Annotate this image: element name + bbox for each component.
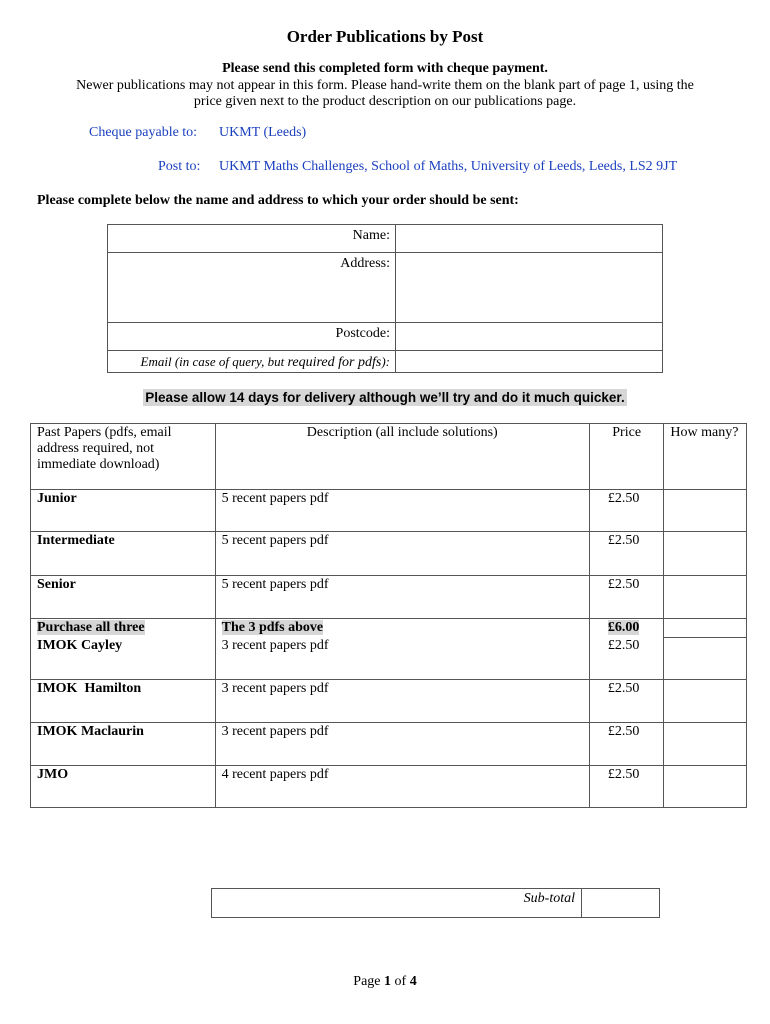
- row-item: JMO: [37, 766, 69, 782]
- payment-instruction: Please send this completed form with cheque payment.: [222, 61, 548, 76]
- page-title: Order Publications by Post: [286, 27, 484, 46]
- subtotal-table: [211, 888, 660, 918]
- row-price: £2.50: [589, 679, 663, 722]
- delivery-note: Please allow 14 days for delivery although we’ll try and do it much quicker.: [145, 390, 625, 405]
- address-form-table: [107, 224, 663, 373]
- subtotal-field[interactable]: [582, 889, 660, 918]
- row-quantity-field[interactable]: [664, 637, 747, 679]
- row-price: £2.50: [589, 765, 663, 807]
- cheque-payable-label: Cheque payable to:: [89, 125, 198, 140]
- page-of: of: [391, 974, 410, 989]
- address-field[interactable]: [396, 253, 663, 323]
- email-label: [108, 351, 396, 373]
- row-description: 3 recent papers pdf: [215, 679, 589, 722]
- row-price: £2.50: [589, 637, 663, 679]
- page-total: 4: [409, 974, 417, 989]
- row-quantity-field[interactable]: [664, 765, 747, 807]
- header-quantity: How many?: [664, 424, 747, 490]
- cheque-payable-value: UKMT (Leeds): [219, 125, 307, 140]
- row-price: £2.50: [589, 490, 663, 532]
- page-current: 1: [384, 974, 392, 989]
- name-field[interactable]: [396, 225, 663, 253]
- row-description: The 3 pdfs above: [221, 620, 324, 635]
- name-label: Name:: [108, 225, 396, 253]
- table-header-row: [31, 424, 747, 490]
- row-description: 5 recent papers pdf: [215, 490, 589, 532]
- post-to-value: UKMT Maths Challenges, School of Maths, University of Leeds, Leeds, LS2 9JT: [219, 159, 678, 174]
- header-item: Past Papers (pdfs, email address required, not immediate download): [31, 424, 216, 490]
- row-description: 3 recent papers pdf: [215, 722, 589, 765]
- row-price: £6.00: [607, 620, 640, 635]
- postcode-field[interactable]: [396, 323, 663, 351]
- table-row: [31, 619, 747, 638]
- row-item: IMOK Cayley: [37, 638, 123, 653]
- row-item: Junior: [37, 491, 77, 506]
- address-instruction: Please complete below the name and address to which your order should be sent:: [37, 193, 519, 208]
- page-number: [0, 974, 770, 990]
- row-price: £2.50: [589, 722, 663, 765]
- table-row: [31, 722, 747, 765]
- intro-text-line2: price given next to the product description on our publications page.: [193, 94, 577, 109]
- table-row: [31, 576, 747, 619]
- header-price: Price: [589, 424, 663, 490]
- row-description: 4 recent papers pdf: [215, 765, 589, 807]
- row-description: 3 recent papers pdf: [215, 637, 589, 679]
- row-item: IMOK Hamilton: [37, 680, 142, 696]
- row-price: £2.50: [589, 576, 663, 619]
- page-prefix: Page: [353, 974, 385, 989]
- row-price: £2.50: [589, 532, 663, 576]
- address-label: Address:: [108, 253, 396, 323]
- row-item: IMOK Maclaurin: [37, 723, 144, 739]
- row-description: 5 recent papers pdf: [215, 576, 589, 619]
- past-papers-table: [30, 423, 747, 808]
- row-quantity-field[interactable]: [664, 490, 747, 532]
- email-label-italic: Email (in case of query, but: [140, 354, 288, 369]
- row-description: 5 recent papers pdf: [215, 532, 589, 576]
- table-row: [31, 532, 747, 576]
- row-quantity-field[interactable]: [664, 679, 747, 722]
- row-quantity-field[interactable]: [664, 619, 747, 638]
- postcode-label: Postcode:: [108, 323, 396, 351]
- email-label-required: required for pdfs: [287, 355, 382, 370]
- table-row: [31, 490, 747, 532]
- row-quantity-field[interactable]: [664, 532, 747, 576]
- intro-text-line1: Newer publications may not appear in this form. Please hand-write them on the blank part of page 1, using the: [76, 78, 694, 93]
- email-label-end: ):: [381, 354, 390, 369]
- email-field[interactable]: [396, 351, 663, 373]
- table-row: [31, 679, 747, 722]
- table-row: [31, 765, 747, 807]
- header-description: Description (all include solutions): [215, 424, 589, 490]
- row-item: Senior: [37, 577, 76, 592]
- delivery-note-container: [0, 389, 770, 407]
- row-item: Intermediate: [37, 533, 115, 548]
- row-quantity-field[interactable]: [664, 722, 747, 765]
- row-item: Purchase all three: [37, 620, 145, 635]
- table-row: [31, 637, 747, 679]
- row-quantity-field[interactable]: [664, 576, 747, 619]
- post-to-label: Post to:: [158, 159, 201, 174]
- subtotal-label: Sub-total: [212, 889, 582, 918]
